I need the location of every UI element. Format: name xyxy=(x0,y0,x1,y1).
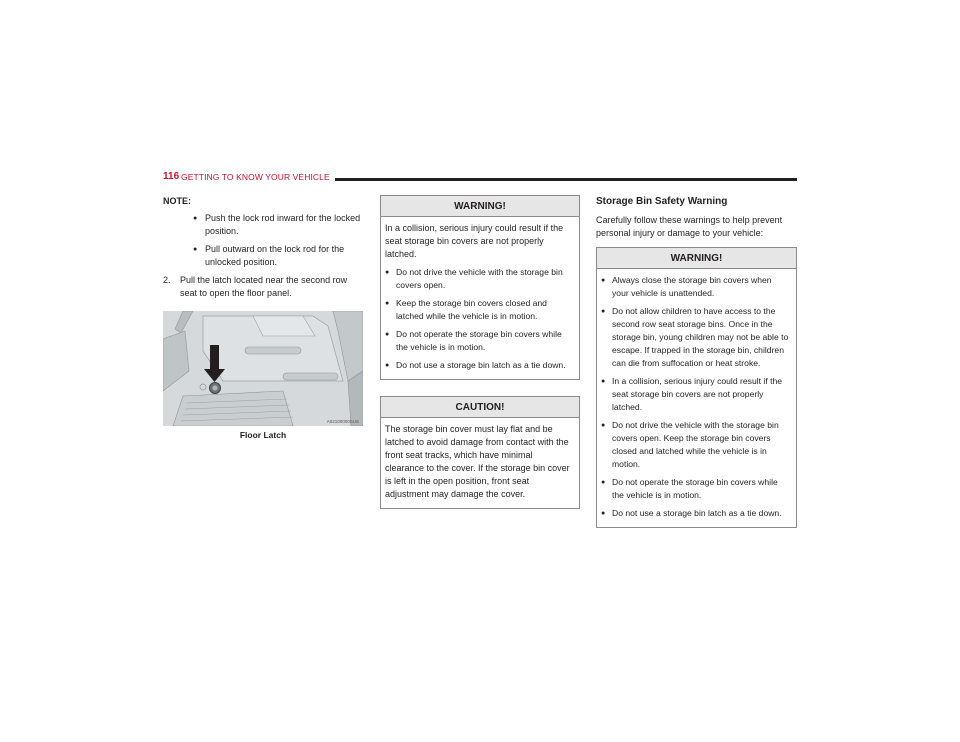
note-label: NOTE: xyxy=(163,196,191,206)
page-header xyxy=(163,171,797,187)
list-item: ● Do not allow children to have access to the second row seat storage bins. Once in the storage bin, young children may not be able to escape. If trapped in the storage bin, children can die from suffocation or heat stroke. xyxy=(601,305,790,370)
intro-text: Carefully follow these warnings to help prevent personal injury or damage to your vehicle: xyxy=(596,215,783,238)
list-item: ● Do not use a storage bin latch as a tie down. xyxy=(385,359,573,372)
warning-list xyxy=(601,274,790,520)
section-title: GETTING TO KNOW YOUR VEHICLE xyxy=(181,172,330,182)
caution-body xyxy=(381,418,579,508)
page-number: 116 xyxy=(163,171,180,182)
list-item: ● Do not drive the vehicle with the storage bin covers open. xyxy=(385,266,573,292)
list-item: ● Do not operate the storage bin covers while the vehicle is in motion. xyxy=(385,328,573,354)
floor-latch-figure xyxy=(163,311,363,426)
warning-list xyxy=(385,266,573,372)
warning-box xyxy=(596,247,797,528)
section-heading: Storage Bin Safety Warning xyxy=(596,196,728,207)
left-column xyxy=(163,195,363,442)
list-item: ● Push the lock rod inward for the locked position. xyxy=(193,212,363,238)
list-item: ● Do not use a storage bin latch as a tie down. xyxy=(601,507,790,520)
step-2 xyxy=(163,274,363,300)
list-item: ● Always close the storage bin covers when your vehicle is unattended. xyxy=(601,274,790,300)
warning-body xyxy=(381,217,579,379)
warning-body xyxy=(597,269,796,527)
header-rule xyxy=(335,178,797,181)
figure-caption: Floor Latch xyxy=(239,430,287,440)
caution-title: CAUTION! xyxy=(381,397,579,418)
list-item: ● Do not drive the vehicle with the storage bin covers open. Keep the storage bin covers closed and latched while the vehicle is in motion. xyxy=(601,419,790,471)
caution-text: The storage bin cover must lay flat and be latched to avoid damage from contact with the front seat tracks, which have minimal clearance to the cover. If the storage bin cover is left in the open position, front seat adjustment may damage the cover. xyxy=(385,424,570,499)
caution-box xyxy=(380,396,580,509)
list-item: ● Keep the storage bin covers closed and latched while the vehicle is in motion. xyxy=(385,297,573,323)
figure-code: A02100000SUS xyxy=(326,419,359,424)
list-item: ● In a collision, serious injury could result if the seat storage bin covers are not properly latched. xyxy=(601,375,790,414)
list-item: ● Pull outward on the lock rod for the unlocked position. xyxy=(193,243,363,269)
warning-intro: In a collision, serious injury could result if the seat storage bin covers are not properly latched. xyxy=(385,223,564,259)
warning-title: WARNING! xyxy=(597,248,796,269)
right-column xyxy=(596,195,797,528)
warning-box xyxy=(380,195,580,380)
list-item: ● Do not operate the storage bin covers while the vehicle is in motion. xyxy=(601,476,790,502)
step-text: Pull the latch located near the second row seat to open the floor panel. xyxy=(180,275,348,298)
floor-latch-illustration xyxy=(163,311,363,426)
warning-title: WARNING! xyxy=(381,196,579,217)
step-number: 2. xyxy=(163,275,171,285)
middle-column xyxy=(380,195,580,509)
note-list xyxy=(163,212,363,269)
